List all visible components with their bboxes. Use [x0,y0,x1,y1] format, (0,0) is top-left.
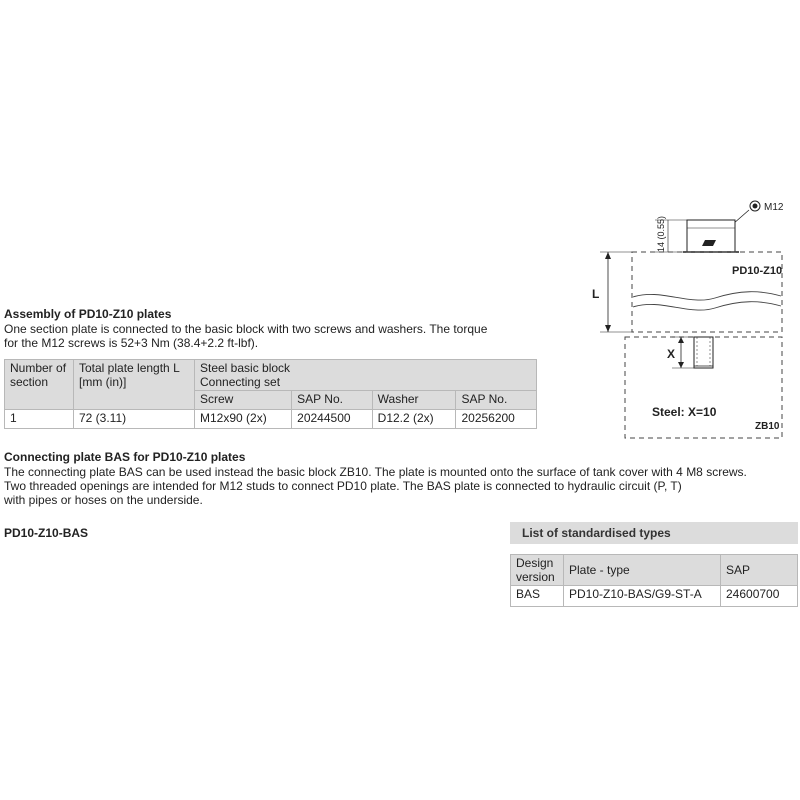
table-cell: 1 [5,410,74,429]
table-cell: 20244500 [292,410,373,429]
assembly-text-line-2: for the M12 screws is 52+3 Nm (38.4+2.2 ft-lbf). [4,336,259,350]
subcol-sap-no: SAP No. [292,391,373,410]
standard-types-panel [510,522,798,607]
bas-subheading: PD10-Z10-BAS [4,526,89,540]
col-sap: SAP [721,555,798,586]
table-cell: 72 (3.11) [74,410,195,429]
table-cell: 20256200 [456,410,537,429]
table-cell: D12.2 (2x) [372,410,456,429]
subcol-sap-no: SAP No. [456,391,537,410]
table-cell: BAS [511,586,564,607]
standard-types-title: List of standardised types [510,522,798,544]
bas-text-line-1: The connecting plate BAS can be used instead the basic block ZB10. The plate is mounted onto the surface of tank cover with 4 M8 screws. [4,465,747,479]
table-cell: M12x90 (2x) [195,410,292,429]
stud-head [687,220,735,252]
bas-text-line-3: with pipes or hoses on the underside. [4,493,203,507]
table-row [511,586,798,607]
assembly-description [4,322,524,350]
block-label: ZB10 [755,421,780,432]
dimension-14: 14 (0.55) [656,215,666,252]
dimension-x: X [667,347,676,361]
col-design-version: Design version [511,555,564,586]
bas-description [4,465,794,507]
table-cell: 24600700 [721,586,798,607]
assembly-drawing [590,190,800,450]
group-title-line-2: Connecting set [200,375,281,389]
dimension-l: L [592,287,600,301]
plate-label: PD10-Z10 [732,265,783,277]
steel-label: Steel: X=10 [652,405,717,419]
assembly-heading: Assembly of PD10-Z10 plates [4,307,172,321]
col-number-of-section: Number of section [5,360,74,410]
col-plate-type: Plate - type [564,555,721,586]
subcol-washer: Washer [372,391,456,410]
assembly-table [4,359,537,429]
col-total-plate-length: Total plate length L [mm (in)] [74,360,195,410]
col-group-steel-block [195,360,537,391]
bas-heading: Connecting plate BAS for PD10-Z10 plates [4,450,246,464]
m12-label: M12 [764,202,784,213]
subcol-screw: Screw [195,391,292,410]
group-title-line-1: Steel basic block [200,361,291,375]
assembly-text-line-1: One section plate is connected to the basic block with two screws and washers. The torque [4,322,488,336]
bas-text-line-2: Two threaded openings are intended for M12 studs to connect PD10 plate. The BAS plate is connected to hydraulic circuit (P, T) [4,479,682,493]
table-row [5,410,537,429]
standard-types-table [510,554,798,607]
table-cell: PD10-Z10-BAS/G9-ST-A [564,586,721,607]
